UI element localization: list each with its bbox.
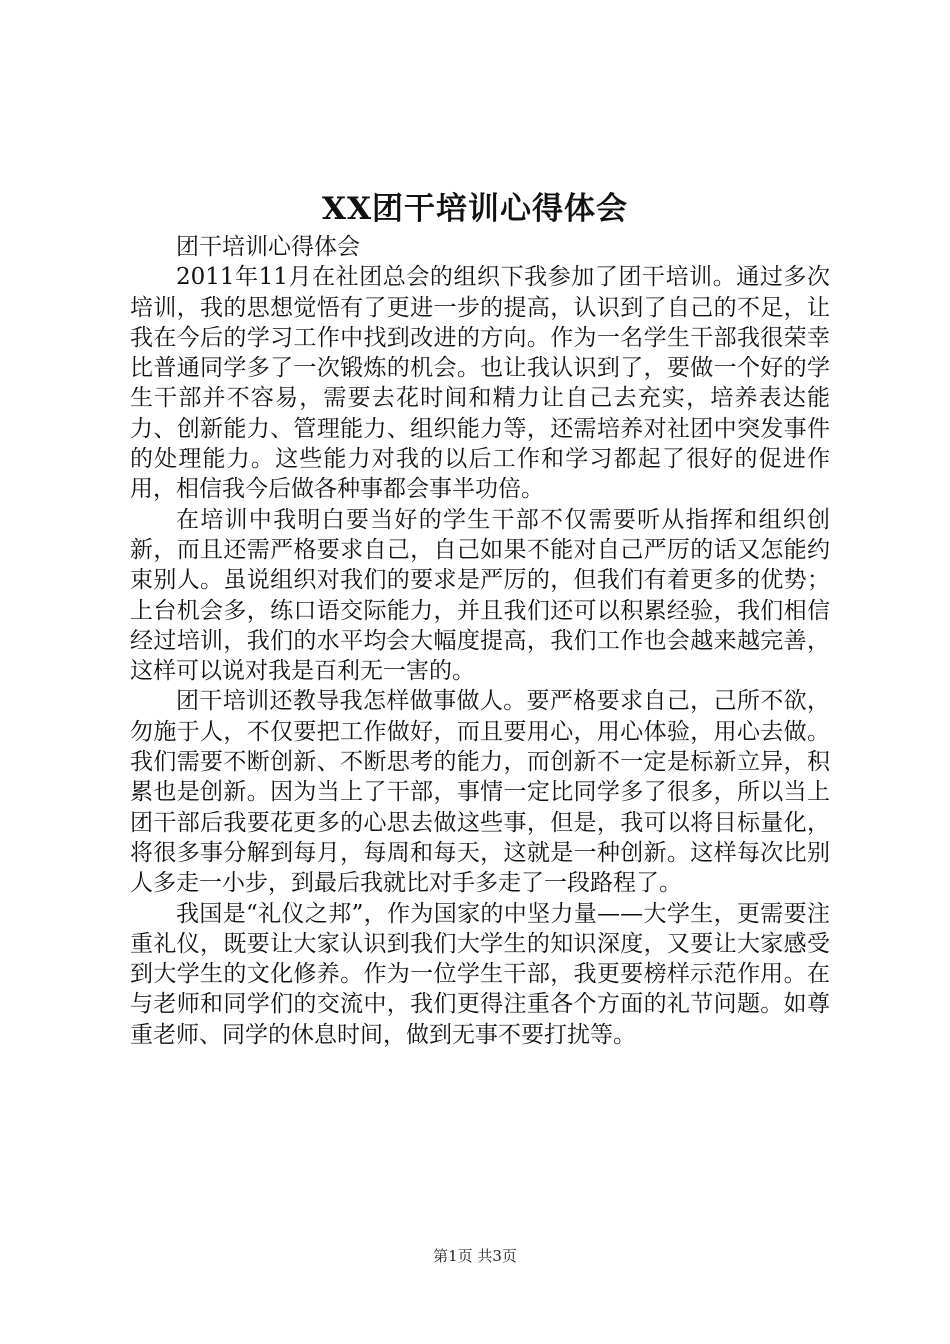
paragraph: 团干培训心得体会 (176, 234, 360, 260)
document-body (130, 232, 830, 1050)
paragraph: 我国是“礼仪之邦”，作为国家的中坚力量——大学生，更需要注重礼仪，既要让大家认识到我们大学生的知识深度，又要让大家感受到大学生的文化修养。作为一位学生干部，我更要榜样示范作用。在与老师和同学们的交流中，我们更得注重各个方面的礼节问题。如尊重老师、同学的休息时间，做到无事不要打扰等。 (130, 900, 830, 1048)
page-number-footer: 第1页 共3页 (433, 1247, 517, 1265)
paragraph: 在培训中我明白要当好的学生干部不仅需要听从指挥和组织创新，而且还需严格要求自己，自己如果不能对自己严厉的话又怎能约束别人。虽说组织对我们的要求是严厉的，但我们有着更多的优势；上台机会多，练口语交际能力，并且我们还可以积累经验，我们相信经过培训，我们的水平均会大幅度提高，我们工作也会越来越完善，这样可以说对我是百利无一害的。 (130, 506, 830, 685)
paragraph: 团干培训还教导我怎样做事做人。要严格要求自己，己所不欲，勿施于人，不仅要把工作做好，而且要用心，用心体验，用心去做。我们需要不断创新、不断思考的能力，而创新不一定是标新立异，积累也是创新。因为当上了干部，事情一定比同学多了很多，所以当上团干部后我要花更多的心思去做这些事，但是，我可以将目标量化，将很多事分解到每月，每周和每天，这就是一种创新。这样每次比别人多走一小步，到最后我就比对手多走了一段路程了。 (130, 688, 830, 897)
document-title: XX团干培训心得体会 (321, 191, 629, 227)
paragraph: 2011年11月在社团总会的组织下我参加了团干培训。通过多次培训，我的思想觉悟有了更进一步的提高，认识到了自己的不足，让我在今后的学习工作中找到改进的方向。作为一名学生干部我很荣幸比普通同学多了一次锻炼的机会。也让我认识到了，要做一个好的学生干部并不容易，需要去花时间和精力让自己去充实，培养表达能力、创新能力、管理能力、组织能力等，还需培养对社团中突发事件的处理能力。这些能力对我的以后工作和学习都起了很好的促进作用，相信我今后做各种事都会事半功倍。 (130, 264, 830, 503)
